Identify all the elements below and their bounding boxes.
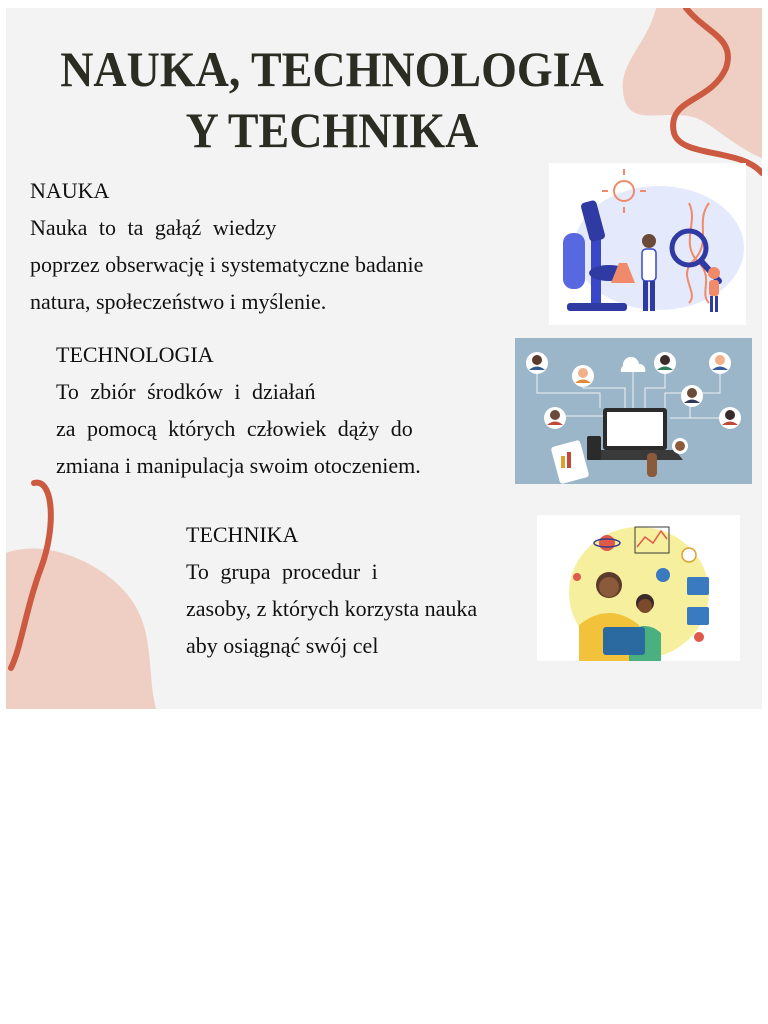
page-title-line1: NAUKA, TECHNOLOGIA — [60, 41, 604, 97]
section-technologia — [56, 336, 421, 484]
technika-line-1: To grupa procedur i — [186, 559, 378, 584]
technique-illustration — [537, 515, 740, 661]
technologia-line-2: za pomocą których człowiek dąży do — [56, 416, 413, 441]
section-heading-technika: TECHNIKA — [186, 522, 299, 547]
bottom-left-blob — [6, 549, 156, 709]
slide — [6, 8, 762, 709]
section-technika — [186, 516, 477, 664]
technologia-line-3: zmiana i manipulacja swoim otoczeniem. — [56, 453, 421, 478]
nauka-line-3: natura, społeczeństwo i myślenie. — [30, 289, 327, 314]
top-right-blob — [623, 8, 762, 158]
nauka-line-2: poprzez obserwację i systematyczne badanie — [30, 252, 424, 277]
technika-line-2: zasoby, z których korzysta nauka — [186, 596, 478, 621]
nauka-line-1: Nauka to ta gałąź wiedzy — [30, 215, 277, 240]
section-nauka — [30, 172, 423, 320]
section-heading-technologia: TECHNOLOGIA — [56, 342, 214, 367]
family-tablet-icon — [537, 515, 740, 661]
page-title-line2: Y TECHNIKA — [185, 102, 479, 158]
technika-line-3: aby osiągnąć swój cel — [186, 633, 379, 658]
technology-illustration — [515, 338, 752, 484]
microscope-icon — [549, 163, 746, 325]
technologia-line-1: To zbiór środków i działań — [56, 379, 316, 404]
science-illustration — [549, 163, 746, 325]
section-heading-nauka: NAUKA — [30, 178, 110, 203]
network-laptop-icon — [515, 338, 752, 484]
